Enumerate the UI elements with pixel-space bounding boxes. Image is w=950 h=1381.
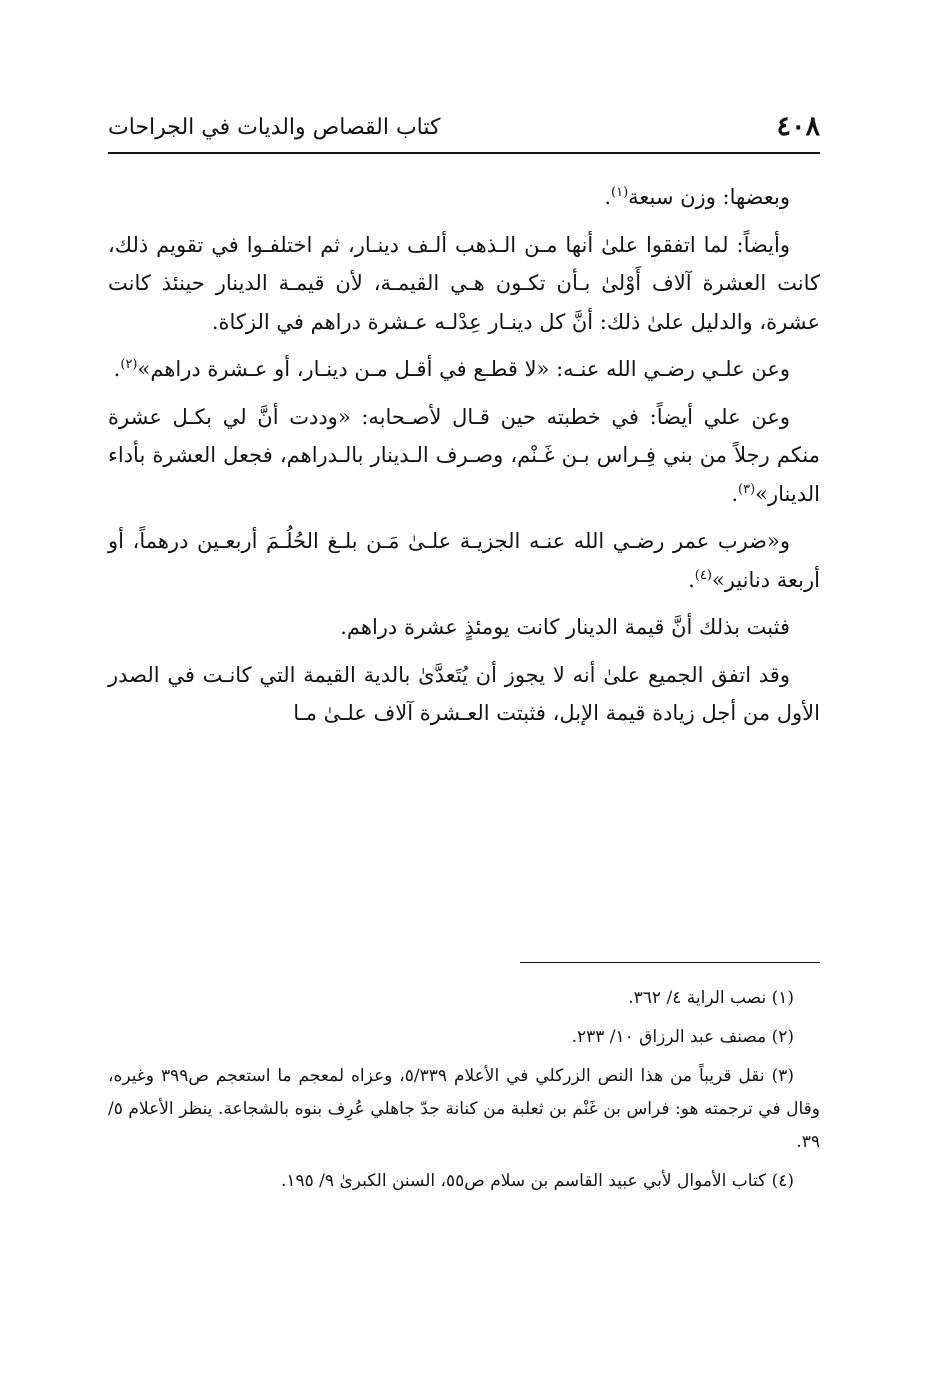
paragraph [108,178,820,217]
paragraph-text: فثبت بذلك أنَّ قيمة الدينار كانت يومئذٍ عشرة دراهم. [340,615,790,639]
running-header [108,108,820,154]
paragraph [108,350,820,389]
footnotes [108,982,820,1204]
main-text [108,178,820,742]
paragraph-end: . [688,567,695,592]
paragraph [108,522,820,599]
footnote-reference: (٣) [738,481,756,497]
footnote-reference: (٤) [694,567,712,583]
footnote: (١) نصب الراية ٤/ ٣٦٢. [628,988,794,1008]
paragraph-text: و«ضرب عمر رضـي الله عنـه الجزيـة علـىٰ مَـن بلـغ الحُلُـمَ أربعـين درهماً، أو أربعة دنانير» [108,529,820,592]
book-title: كتاب القصاص والديات في الجراحات [108,115,441,140]
paragraph-end: . [113,357,121,381]
paragraph-text: وبعضها: وزن سبعة [628,185,790,209]
paragraph-end: . [604,185,611,209]
footnote-reference: (٢) [120,357,138,372]
footnote: (٤) كتاب الأموال لأبي عبيد القاسم بن سلام ص٥٥، السنن الكبرىٰ ٩/ ١٩٥. [280,1171,794,1191]
footnote: (٢) مصنف عبد الرزاق ١٠/ ٢٣٣. [571,1027,794,1047]
paragraph-end: . [731,481,739,506]
page-number: ٤٠٨ [776,111,820,142]
paragraph-text: وقد اتفق الجميع علىٰ أنه لا يجوز أن يُتَعدَّىٰ بالدية القيمة التي كانـت في الصدر الأول من أجل زيادة قيمة الإبل، فثبتت العـشرة آلاف علـىٰ مـا [108,662,820,725]
paragraph-text: وأيضاً: لما اتفقوا علىٰ أنها مـن الـذهب ألـف دينـار، ثم اختلفـوا في تقويم ذلك، كانت العشرة آلاف أَوْلىٰ بـأن تكـون هـي القيمـة، لأن قيمـة الدينار حينئذ كانت عشرة، والدليل علىٰ ذلك: أنَّ كل دينـار عِدْلـه عـشرة دراهم في الزكاة. [108,232,820,334]
footnote-separator [520,962,820,963]
paragraph-text: وعن علـي رضـي الله عنـه: «لا قطـع في أقـل مـن دينـار، أو عـشرة دراهم» [137,357,790,381]
paragraph [108,608,820,647]
paragraph-text: وعن علي أيضاً: في خطبته حين قـال لأصـحابه: «وددت أنَّ لي بكـل عشرة منكم رجلاً من بني فِـراس بـن غَـنْم، وصـرف الـدينار بالـدراهم، فجعل العشرة بأداء الدينار» [108,404,820,506]
paragraph [108,226,820,342]
paragraph [108,656,820,733]
paragraph [108,398,820,514]
footnote-reference: (١) [611,185,629,200]
footnote: (٣) نقل قريباً من هذا النص الزركلي في الأعلام ٥/٣٣٩، وعزاه لمعجم ما استعجم ص٣٩٩ وغيره، وقال في ترجمته هو: فراس بن غَنْم بن ثعلبة من كنانة جدّ جاهلي عُرِف بنوه بالشجاعة. ينظر الأعلام ٥/ ٣٩. [108,1066,820,1152]
